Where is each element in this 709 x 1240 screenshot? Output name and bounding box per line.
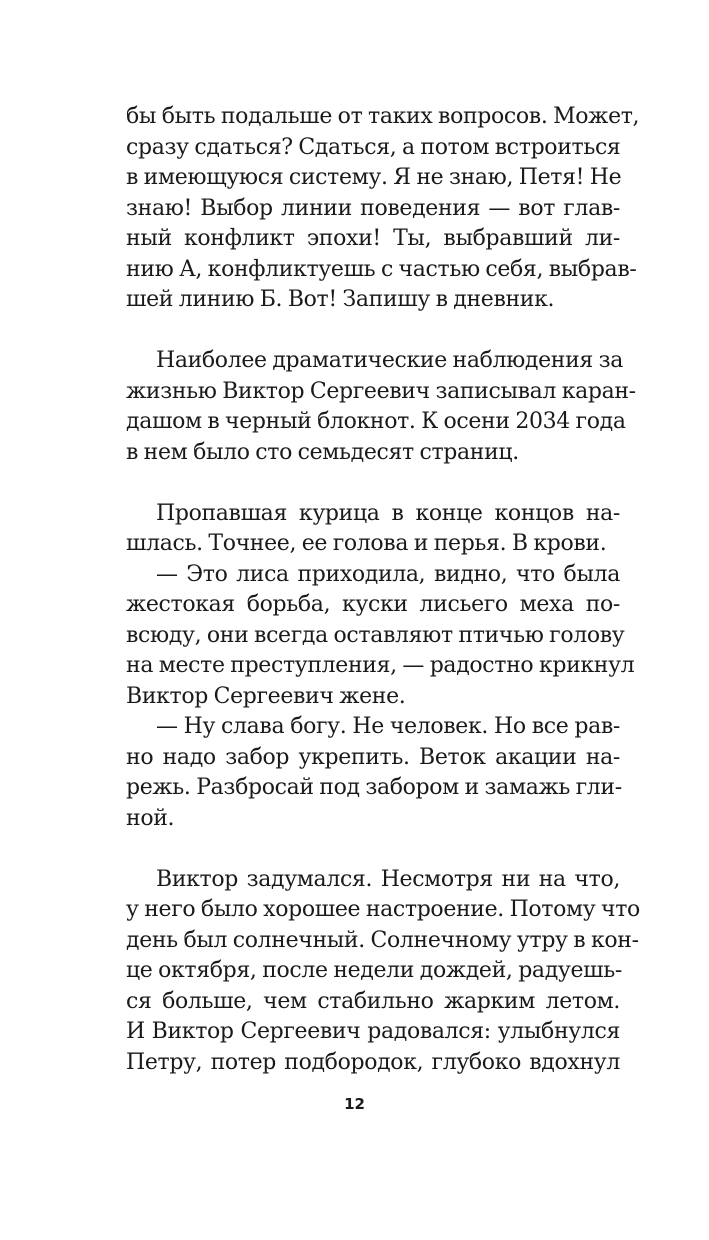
text-line: знаю! Выбор линии поведения — вот глав- — [126, 195, 620, 221]
text-line: бы быть подальше от таких вопросов. Может, — [126, 104, 640, 129]
text-line: Наиболее драматические наблюдения за — [156, 348, 624, 373]
text-line: ный конфликт эпохи! Ты, выбравший ли- — [126, 226, 620, 251]
page-number: 12 — [344, 1095, 365, 1113]
paragraph — [126, 712, 620, 834]
text-line: у него было хорошее настроение. Потому что — [126, 897, 640, 922]
text-line: всюду, они всегда оставляют птичью голову — [126, 622, 625, 648]
text-line: — Ну слава богу. Не человек. Но все рав- — [156, 714, 620, 739]
text-line: жизнью Виктор Сергеевич записывал каран- — [126, 378, 636, 404]
text-line: Виктор задумался. Несмотря ни на что, — [156, 866, 620, 892]
page-body — [126, 102, 640, 1078]
paragraph-gap — [126, 316, 620, 347]
text-line: дашом в черный блокнот. К осени 2034 года — [126, 409, 626, 434]
text-line: Виктор Сергеевич жене. — [126, 683, 406, 709]
text-line: нию А, конфликтуешь с частью себя, выбрав- — [126, 256, 637, 282]
text-line: Пропавшая курица в конце концов на- — [156, 500, 620, 526]
text-line: И Виктор Сергеевич радовался: улыбнулся — [126, 1019, 620, 1044]
text-line: Петру, потер подбородок, глубоко вдохнул — [126, 1049, 620, 1075]
paragraph — [126, 346, 636, 468]
text-line: режь. Разбросай под забором и замажь гли- — [126, 775, 622, 800]
text-line: в нем было сто семьдесят страниц. — [126, 439, 519, 465]
text-line: ной. — [126, 805, 175, 831]
paragraph — [126, 102, 640, 316]
text-line: сразу сдаться? Сдаться, а потом встроиться — [126, 134, 621, 160]
text-line: жестокая борьба, куски лисьего меха по- — [126, 592, 620, 617]
text-line: на месте преступления, — радостно крикнул — [126, 653, 635, 678]
text-line: шей линию Б. Вот! Запишу в дневник. — [126, 287, 555, 312]
text-line: шлась. Точнее, ее голова и перья. В крови. — [126, 531, 607, 556]
text-line: ся больше, чем стабильно жарким летом. — [126, 988, 620, 1014]
paragraph-gap — [126, 468, 620, 499]
paragraph — [126, 499, 620, 560]
paragraph — [126, 560, 635, 713]
text-line: но надо забор укрепить. Веток акации на- — [126, 744, 620, 770]
paragraph-gap — [126, 834, 620, 865]
text-line: це октября, после недели дождей, радуешь- — [126, 958, 622, 983]
paragraph — [126, 865, 640, 1079]
text-line: день был солнечный. Солнечному утру в кон- — [126, 927, 639, 953]
text-line: — Это лиса приходила, видно, что была — [156, 561, 620, 587]
text-line: в имеющуюся систему. Я не знаю, Петя! Не — [126, 165, 622, 190]
